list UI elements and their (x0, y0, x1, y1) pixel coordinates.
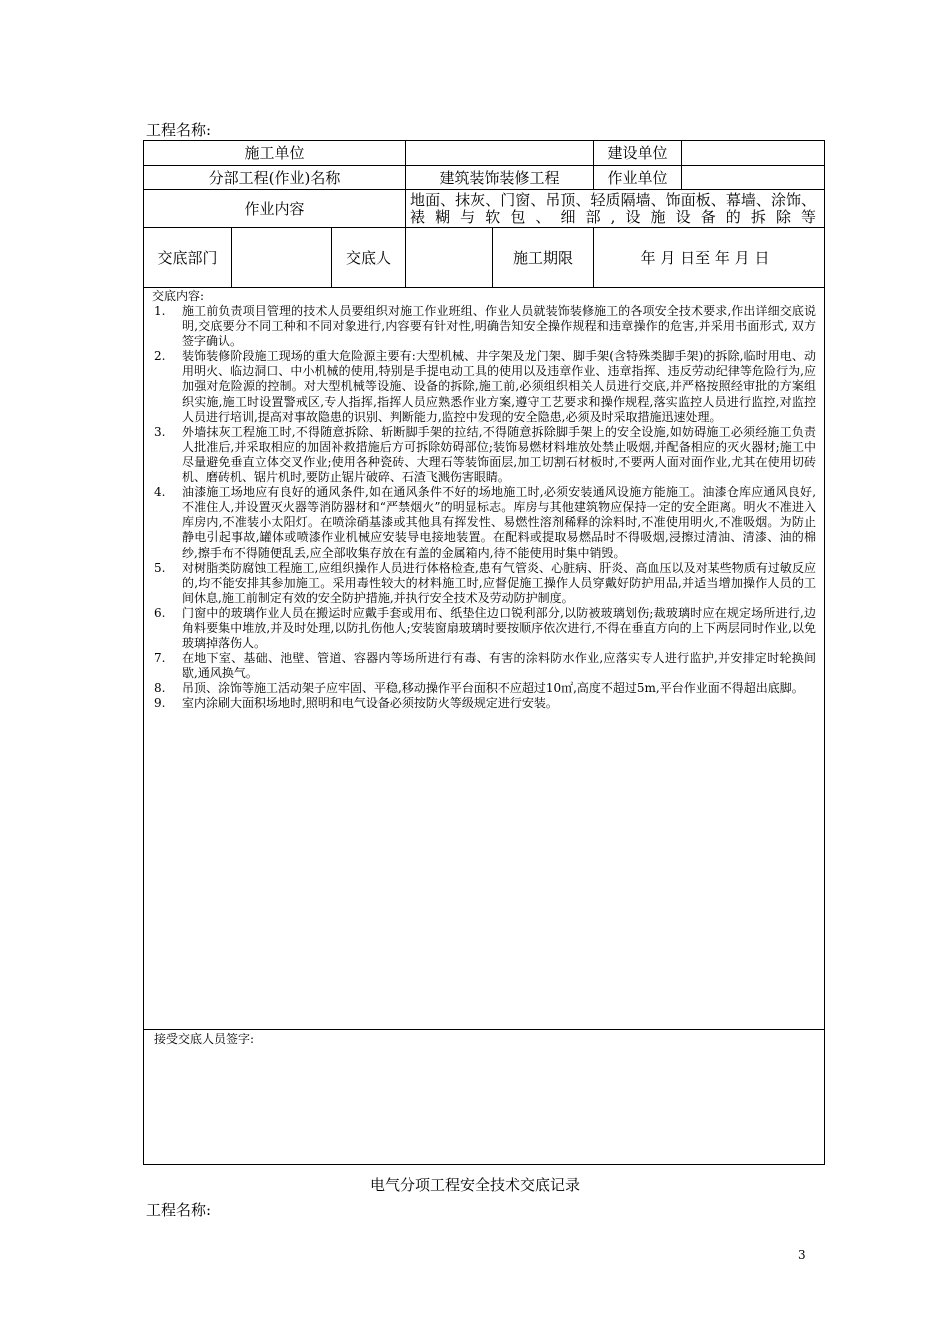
item-number: 2. (154, 349, 166, 364)
dept-label: 交底部门 (144, 228, 232, 288)
item-number: 8. (154, 681, 166, 696)
project-name-label: 工程名称: (146, 121, 212, 139)
work-content-value[interactable] (406, 190, 825, 228)
list-item (144, 349, 816, 424)
building-unit-label: 建设单位 (594, 141, 682, 166)
work-content-text: 地面、抹灰、门窗、吊顶、轻质隔墙、饰面板、幕墙、涂饰、 裱糊与软包、细部,设施设备的拆除等 (410, 190, 817, 226)
construction-unit-label: 施工单位 (144, 141, 406, 166)
period-value[interactable] (594, 228, 825, 288)
item-number: 9. (154, 696, 166, 711)
person-label: 交底人 (332, 228, 406, 288)
sub-project-label: 分部工程(作业)名称 (144, 166, 406, 190)
sub-project-value[interactable]: 建筑装饰装修工程 (406, 166, 594, 190)
list-item (144, 606, 816, 651)
document-caption: 电气分项工程安全技术交底记录 (369, 1176, 580, 1194)
signature-cell[interactable] (144, 1030, 825, 1165)
safety-briefing-table (143, 140, 825, 1165)
list-item (144, 696, 816, 711)
period-text: 年 月 日至 年 月 日 (640, 248, 770, 267)
item-number: 4. (154, 485, 166, 500)
item-text: 外墙抹灰工程施工时,不得随意拆除、斩断脚手架的拉结,不得随意拆除脚手架上的安全设施,如妨碍施工必须经施工负责人批准后,并采取相应的加固补救措施后方可拆除妨碍部位;装饰易燃材料堆放处禁止吸烟,并配备相应的灭火器材;施工中尽量避免垂直立体交叉作业;使用各种瓷砖、大理石等装饰面层,加工切割石材板时,不要两人面对面作业,尤其在使用切砖机、磨砖机、锯片机时,要防止锯片破碎、石渣飞溅伤害眼睛。 (182, 424, 817, 485)
item-text: 吊顶、涂饰等施工活动架子应牢固、平稳,移动操作平台面积不应超过10㎡,高度不超过5m,平台作业面不得超出底脚。 (182, 681, 804, 696)
list-item (144, 561, 816, 606)
work-unit-value[interactable] (682, 166, 825, 190)
item-text: 施工前负责项目管理的技术人员要组织对施工作业班组、作业人员就装饰装修施工的各项安全技术要求,作出详细交底说明,交底要分不同工种和不同对象进行,内容要有针对性,明确告知安全操作规程和违章操作的危害,并采用书面形式, 双方签字确认。 (182, 304, 817, 349)
list-item (144, 681, 816, 696)
period-label: 施工期限 (513, 248, 574, 267)
item-text: 门窗中的玻璃作业人员在搬运时应戴手套或用布、纸垫住边口锐利部分,以防被玻璃划伤;裁玻璃时应在规定场所进行,边角料要集中堆放,并及时处理,以防扎伤他人;安装窗扇玻璃时要按顺序依次进行,不得在垂直方向的上下两层同时作业,以免玻璃掉落伤人。 (182, 605, 817, 651)
work-content-label: 作业内容 (144, 190, 406, 228)
briefing-items-list (144, 304, 824, 712)
construction-unit-value[interactable] (406, 141, 594, 166)
dept-value[interactable] (232, 228, 332, 288)
item-text: 对树脂类防腐蚀工程施工,应组织操作人员进行体格检查,患有气管炎、心脏病、肝炎、高血压以及对某些物质有过敏反应的,均不能安排其参加施工。采用毒性较大的材料施工时,应督促施工操作人员穿戴好防护用品,并适当增加操作人员的工间休息,施工前制定有效的安全防护措施,并执行安全技术及劳动防护制度。 (182, 560, 817, 605)
briefing-content-cell (144, 288, 825, 1030)
building-unit-value[interactable] (682, 141, 825, 166)
item-text: 油漆施工场地应有良好的通风条件,如在通风条件不好的场地施工时,必须安装通风设施方能施工。油漆仓库应通风良好,不准住人,并设置灭火器等消防器材和“严禁烟火”的明显标志。库房与其他建筑物应保持一定的安全距离。明火不准进入库房内,不准装小太阳灯。在喷涂硝基漆或其他具有挥发性、易燃性溶剂稀释的涂料时,不准使用明火,不准吸烟。为防止静电引起事故,罐体或喷漆作业机械应安装导电接地装置。在配料或提取易燃品时不得吸烟,浸擦过清油、清漆、油的棉纱,擦手布不得随便乱丢,应全部收集存放在有盖的金属箱内,待不能使用时集中销毁。 (182, 485, 817, 560)
page-number: 3 (798, 1248, 806, 1262)
item-number: 3. (154, 424, 166, 439)
project-name-label-bottom: 工程名称: (146, 1201, 212, 1219)
item-number: 7. (154, 651, 166, 666)
person-value[interactable] (406, 228, 493, 287)
item-text: 室内涂刷大面积场地时,照明和电气设备必须按防火等级规定进行安装。 (182, 696, 558, 711)
list-item (144, 485, 816, 560)
item-number: 5. (154, 560, 166, 575)
list-item (144, 651, 816, 681)
list-item (144, 304, 816, 349)
signature-label: 接受交底人员签字: (154, 1032, 255, 1046)
item-text: 装饰装修阶段施工现场的重大危险源主要有:大型机械、井字架及龙门架、脚手架(含特殊类脚手架)的拆除,临时用电、动用明火、临边洞口、中小机械的使用,特别是手提电动工具的使用以及违章作业、违章指挥、违反劳动纪律等危险行为,应加强对危险源的控制。对大型机械等设施、设备的拆除,施工前,必须组织相关人员进行交底,并严格按照经审批的方案组织实施,施工时设置警戒区,专人指挥,指挥人员应熟悉作业方案,遵守工艺要求和操作规程,落实监控人员进行监控,对监控人员进行培训,提高对事故隐患的识别、判断能力,监控中发现的安全隐患,必须及时采取措施迅速处理。 (182, 349, 817, 424)
work-unit-label: 作业单位 (594, 166, 682, 190)
item-text: 在地下室、基础、池壁、管道、容器内等场所进行有毒、有害的涂料防水作业,应落实专人进行监护,并安排定时轮换间歇,通风换气。 (182, 651, 817, 681)
briefing-content-heading: 交底内容: (152, 289, 205, 303)
item-number: 6. (154, 605, 166, 620)
list-item (144, 425, 816, 485)
item-number: 1. (154, 304, 166, 318)
